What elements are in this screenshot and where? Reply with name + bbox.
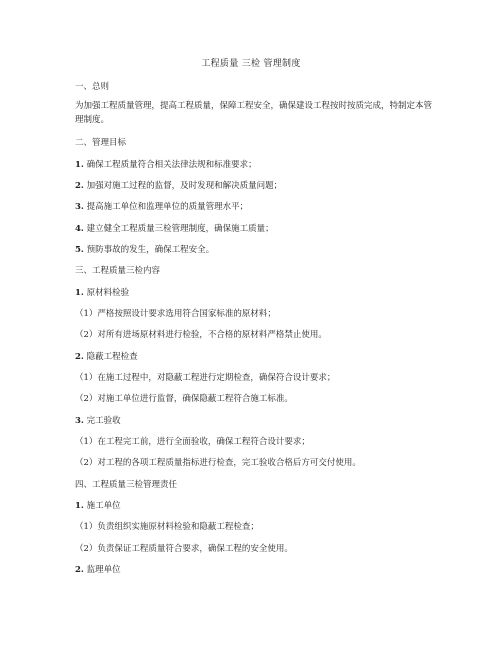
subheading-number: 2. [75,352,84,362]
subheading-number: 1. [75,501,84,511]
goal-item [75,223,435,235]
section-heading-inspection: 三、工程质量三检内容 [75,266,161,276]
inspection-item: （1）在施工过程中，对隐蔽工程进行定期检查，确保符合设计要求； [75,373,336,383]
goal-number: 5. [75,245,84,255]
goal-number: 4. [75,224,84,234]
section-heading-general: 一、总则 [75,82,110,92]
general-paragraph: 为加强工程质量管理，提高工程质量，保障工程安全，确保建设工程按时按质完成，特制定本管理制度。 [75,101,433,125]
goal-number: 1. [75,160,84,170]
responsibility-item: （1）负责组织实施原材料检验和隐蔽工程检查； [75,522,259,532]
subheading-number: 1. [75,288,84,298]
goal-text: 提高施工单位和监理单位的质量管理水平； [86,202,249,212]
subheading-number: 2. [75,565,84,575]
subheading-text: 完工验收 [86,416,121,426]
goal-item [75,159,435,171]
document-title: 工程质量 三检 管理制度 [201,59,301,69]
subheading-text: 监理单位 [86,565,121,575]
goal-item [75,180,435,192]
responsibility-subheading [75,500,435,512]
goal-text: 建立健全工程质量三检管理制度，确保施工质量； [86,224,274,234]
section-heading-responsibility: 四、工程质量三检管理责任 [75,480,178,490]
responsibility-subheading [75,564,435,576]
goal-number: 3. [75,202,84,212]
subheading-text: 隐蔽工程检查 [86,352,138,362]
subheading-text: 施工单位 [86,501,121,511]
inspection-item: （2）对工程的各项工程质量指标进行检查，完工验收合格后方可交付使用。 [75,458,361,468]
goal-number: 2. [75,181,84,191]
inspection-subheading [75,351,435,363]
responsibility-item: （2）负责保证工程质量符合要求，确保工程的安全使用。 [75,544,293,554]
goal-text: 预防事故的发生，确保工程安全。 [86,245,215,255]
inspection-subheading [75,415,435,427]
goal-text: 确保工程质量符合相关法律法规和标准要求； [86,160,257,170]
subheading-text: 原材料检验 [86,288,130,298]
section-heading-goals: 二、管理目标 [75,138,127,148]
inspection-subheading [75,287,435,299]
inspection-item: （1）在工程完工前，进行全面验收，确保工程符合设计要求； [75,437,310,447]
inspection-item: （2）对所有进场原材料进行检验，不合格的原材料严格禁止使用。 [75,330,327,340]
goal-item [75,201,435,213]
inspection-item: （1）严格按照设计要求选用符合国家标准的原材料； [75,309,276,319]
subheading-number: 3. [75,416,84,426]
goal-item [75,244,435,256]
goal-text: 加强对施工过程的监督，及时发现和解决质量问题； [86,181,283,191]
inspection-item: （2）对施工单位进行监督，确保隐蔽工程符合施工标准。 [75,394,293,404]
